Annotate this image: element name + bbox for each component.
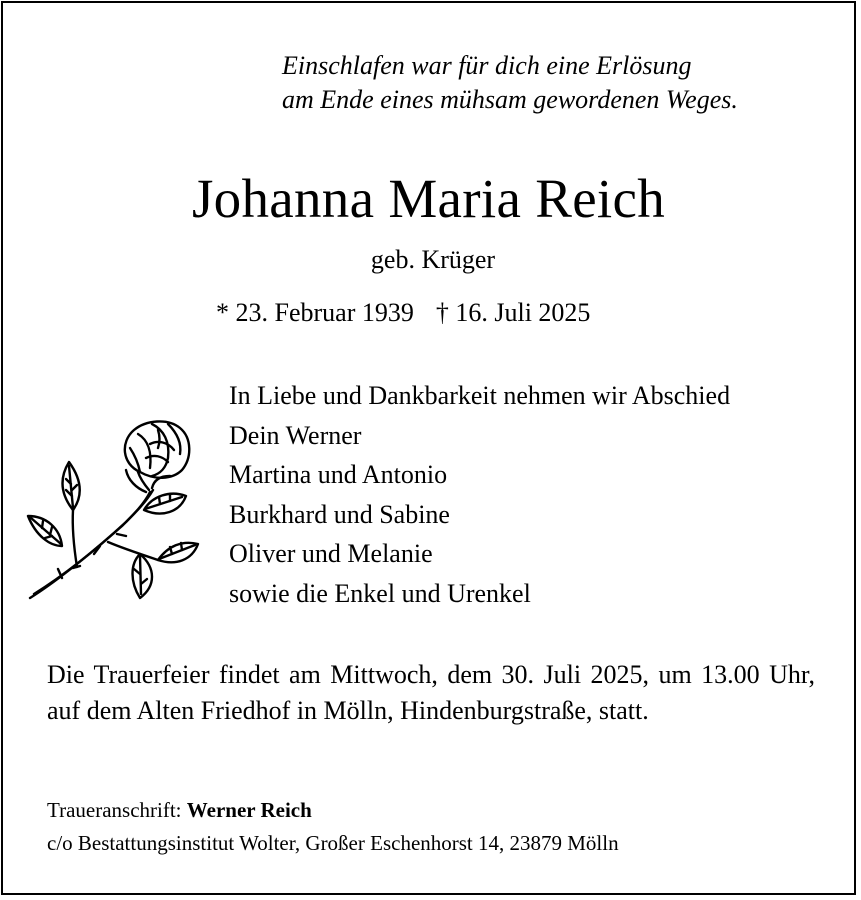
farewell-line: In Liebe und Dankbarkeit nehmen wir Abschied bbox=[229, 381, 731, 410]
mourning-address bbox=[47, 794, 837, 860]
birth-date: * 23. Februar 1939 bbox=[216, 298, 414, 327]
rose-icon bbox=[22, 418, 202, 606]
mourner-name: Burkhard und Sabine bbox=[229, 499, 450, 529]
motto-line-1: Einschlafen war für dich eine Erlösung bbox=[282, 51, 692, 80]
mourner-name: sowie die Enkel und Urenkel bbox=[229, 578, 531, 608]
life-dates bbox=[216, 296, 590, 330]
maiden-name: geb. Krüger bbox=[370, 245, 496, 274]
mourner-name: Oliver und Melanie bbox=[229, 539, 433, 568]
address-label: Traueranschrift: bbox=[47, 798, 182, 822]
address-line: c/o Bestattungsinstitut Wolter, Großer Eschenhorst 14, 23879 Mölln bbox=[47, 831, 619, 855]
death-date: † 16. Juli 2025 bbox=[435, 298, 591, 327]
motto-line-2: am Ende eines mühsam gewordenen Weges. bbox=[282, 85, 738, 114]
funeral-service-text: Die Trauerfeier findet am Mittwoch, dem 30. Juli 2025, um 13.00 Uhr, auf dem Alten Friedhof in Mölln, Hindenburgstraße, statt. bbox=[47, 660, 815, 725]
mourner-name: Dein Werner bbox=[229, 420, 362, 450]
deceased-name: Johanna Maria Reich bbox=[191, 168, 666, 229]
motto-verse bbox=[282, 49, 842, 117]
mourners-list bbox=[229, 376, 839, 613]
mourner-name: Martina und Antonio bbox=[229, 460, 448, 489]
address-contact: Werner Reich bbox=[186, 798, 312, 822]
